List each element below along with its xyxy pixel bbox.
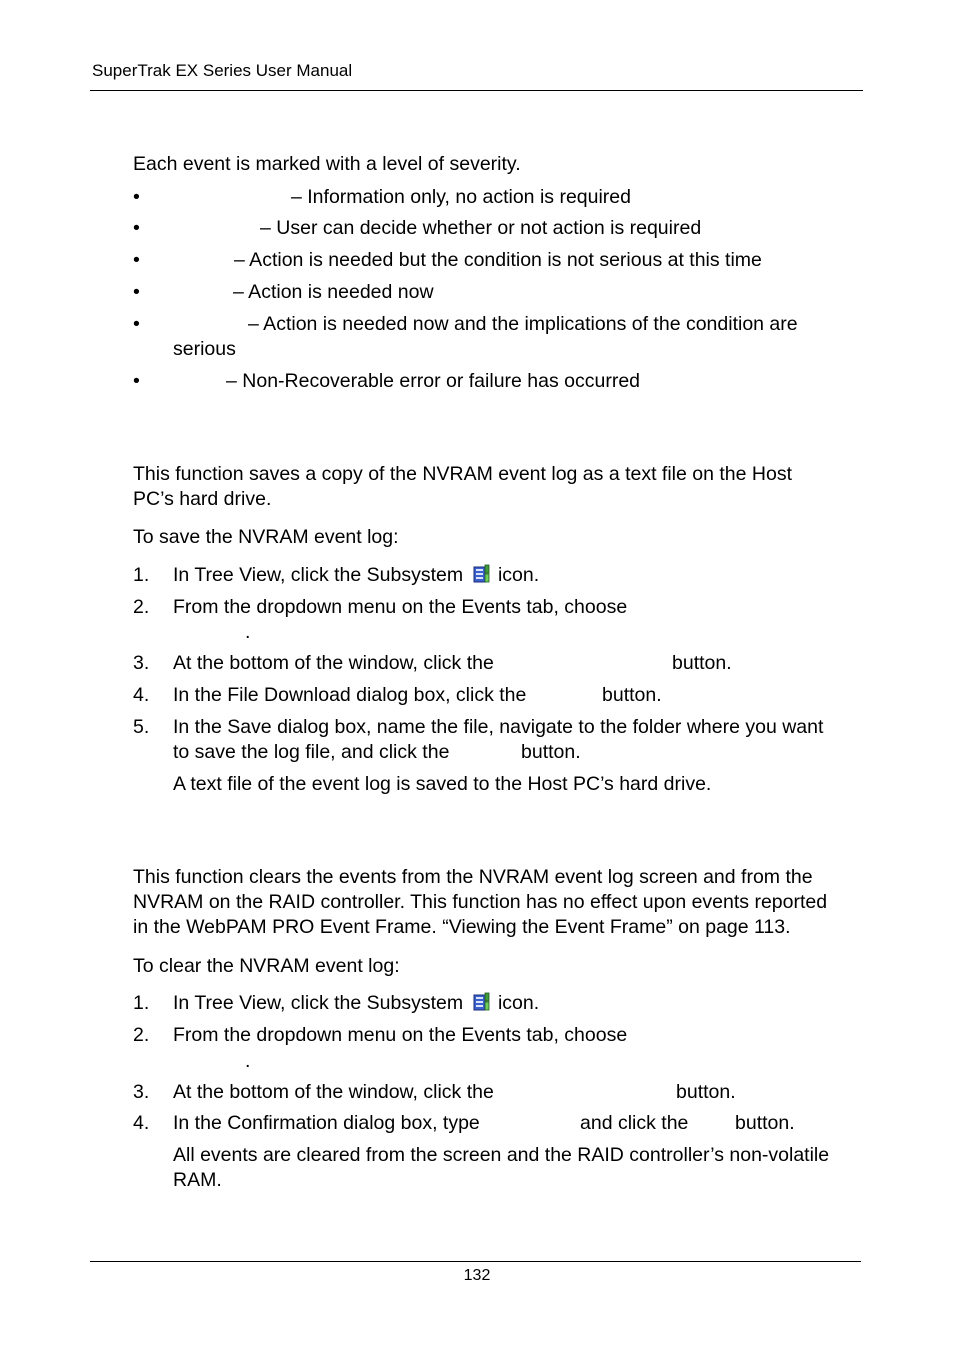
header-rule bbox=[90, 90, 863, 91]
severity-item-warning: – User can decide whether or not action is required bbox=[260, 217, 702, 239]
step-text: In Tree View, click the Subsystem bbox=[173, 992, 464, 1014]
save-intro: To save the NVRAM event log: bbox=[133, 526, 399, 548]
severity-item-critical-cont: serious bbox=[173, 338, 236, 360]
step-text: In Tree View, click the Subsystem bbox=[173, 564, 464, 586]
clear-step-2-line: . bbox=[245, 1050, 251, 1072]
step-number: 2. bbox=[133, 1024, 150, 1046]
step-text: icon. bbox=[497, 992, 540, 1014]
save-step-3-tail: button. bbox=[672, 652, 732, 674]
bullet-marker: • bbox=[133, 313, 140, 335]
step-number: 1. bbox=[133, 564, 150, 586]
clear-step-1 bbox=[173, 992, 539, 1015]
save-step-2-line: . bbox=[245, 621, 251, 643]
clear-step-3: At the bottom of the window, click the bbox=[173, 1081, 494, 1103]
clear-step-3-tail: button. bbox=[676, 1081, 736, 1103]
clear-paragraph-line: This function clears the events from the NVRAM event log screen and from the bbox=[133, 866, 813, 888]
severity-item-major: – Action is needed now bbox=[233, 281, 434, 303]
step-number: 1. bbox=[133, 992, 150, 1014]
bullet-marker: • bbox=[133, 281, 140, 303]
page-number: 132 bbox=[463, 1267, 491, 1284]
step-number: 2. bbox=[133, 596, 150, 618]
step-number: 4. bbox=[133, 684, 150, 706]
step-number: 5. bbox=[133, 716, 150, 738]
clear-result-line: All events are cleared from the screen and the RAID controller’s non-volatile bbox=[173, 1144, 830, 1166]
save-step-4: In the File Download dialog box, click the bbox=[173, 684, 527, 706]
clear-step-2-line: From the dropdown menu on the Events tab, choose bbox=[173, 1024, 628, 1046]
save-step-5-line: In the Save dialog box, name the file, navigate to the folder where you want bbox=[173, 716, 824, 738]
bullet-marker: • bbox=[133, 186, 140, 208]
subsystem-icon bbox=[471, 992, 491, 1012]
bullet-marker: • bbox=[133, 217, 140, 239]
clear-step-4-tail: button. bbox=[735, 1112, 795, 1134]
clear-result-line: RAM. bbox=[173, 1169, 222, 1191]
severity-item-fatal: – Non-Recoverable error or failure has occurred bbox=[226, 370, 641, 392]
severity-item-minor: – Action is needed but the condition is not serious at this time bbox=[234, 249, 762, 271]
save-step-4-tail: button. bbox=[602, 684, 662, 706]
save-step-2-line: From the dropdown menu on the Events tab, choose bbox=[173, 596, 628, 618]
save-step-1 bbox=[173, 564, 539, 587]
clear-paragraph-line: in the WebPAM PRO Event Frame. “Viewing the Event Frame” on page 113. bbox=[133, 916, 791, 938]
step-number: 3. bbox=[133, 652, 150, 674]
step-text: icon. bbox=[497, 564, 540, 586]
running-header: SuperTrak EX Series User Manual bbox=[92, 61, 353, 80]
save-paragraph-line: PC’s hard drive. bbox=[133, 488, 272, 510]
bullet-marker: • bbox=[133, 249, 140, 271]
subsystem-icon bbox=[471, 564, 491, 584]
severity-intro: Each event is marked with a level of severity. bbox=[133, 153, 521, 175]
save-step-3: At the bottom of the window, click the bbox=[173, 652, 494, 674]
step-number: 3. bbox=[133, 1081, 150, 1103]
save-result: A text file of the event log is saved to the Host PC’s hard drive. bbox=[173, 773, 712, 795]
clear-intro: To clear the NVRAM event log: bbox=[133, 955, 400, 977]
clear-paragraph-line: NVRAM on the RAID controller. This function has no effect upon events reported bbox=[133, 891, 828, 913]
save-paragraph-line: This function saves a copy of the NVRAM event log as a text file on the Host bbox=[133, 463, 793, 485]
footer-rule bbox=[90, 1261, 861, 1262]
clear-step-4: In the Confirmation dialog box, type bbox=[173, 1112, 480, 1134]
save-step-5-line: to save the log file, and click the bbox=[173, 741, 450, 763]
bullet-marker: • bbox=[133, 370, 140, 392]
severity-item-critical: – Action is needed now and the implications of the condition are bbox=[248, 313, 798, 335]
clear-step-4-mid: and click the bbox=[580, 1112, 689, 1134]
severity-item-information: – Information only, no action is required bbox=[291, 186, 631, 208]
save-step-5-tail: button. bbox=[521, 741, 581, 763]
step-number: 4. bbox=[133, 1112, 150, 1134]
